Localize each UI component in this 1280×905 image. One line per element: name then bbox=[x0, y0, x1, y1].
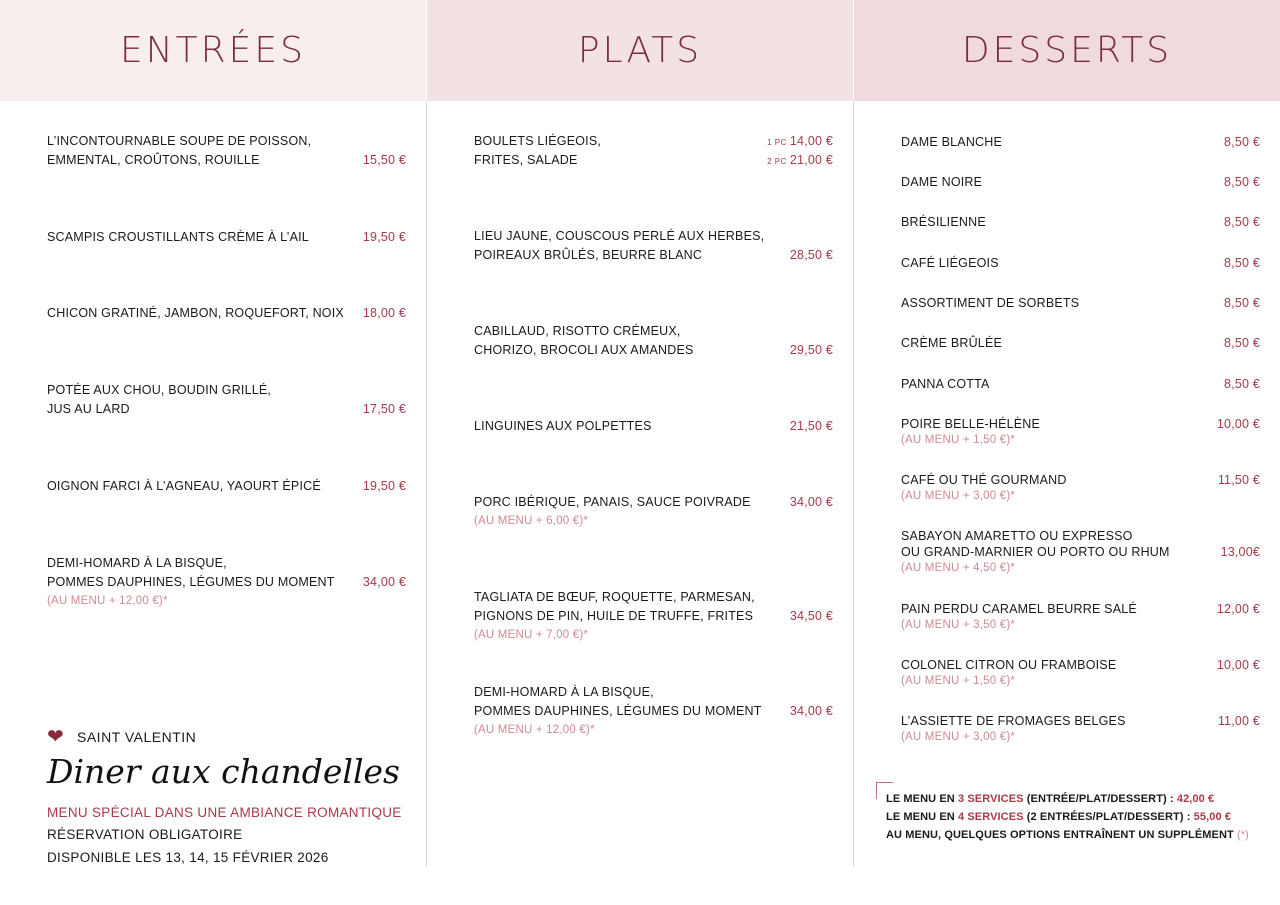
item-price: 34,00 € bbox=[362, 575, 406, 589]
item-price: 8,50 € bbox=[1224, 215, 1260, 229]
plats-header bbox=[427, 0, 853, 101]
item-price: 15,50 € bbox=[362, 153, 406, 167]
item-price: 21,50 € bbox=[789, 419, 833, 433]
menu-item: DEMI-HOMARD À LA BISQUE, POMMES DAUPHINES, LÉGUMES DU MOMENT (AU MENU + 12,00 €)* 34,00 € bbox=[474, 683, 833, 740]
menu-item: ASSORTIMENT DE SORBETS 8,50 € bbox=[901, 296, 1260, 310]
supplement-note: (AU MENU + 3,50 €)* bbox=[901, 619, 1016, 631]
item-price: 10,00 € bbox=[1216, 658, 1260, 672]
desserts-title: DESSERTS bbox=[961, 30, 1173, 71]
menu-item: DEMI-HOMARD À LA BISQUE, POMMES DAUPHINES, LÉGUMES DU MOMENT (AU MENU + 12,00 €)* 34,00 € bbox=[47, 554, 406, 611]
menu-item: DAME NOIRE 8,50 € bbox=[901, 175, 1260, 189]
item-price: 13,00€ bbox=[1220, 545, 1260, 559]
menu-item: SABAYON AMARETTO OU EXPRESSO OU GRAND-MARNIER OU PORTO OU RHUM (AU MENU + 4,50 €)* 13,00€ bbox=[901, 529, 1260, 574]
menu-3-services: LE MENU EN 3 SERVICES (ENTRÉE/PLAT/DESSERT) : 42,00 € bbox=[886, 793, 1215, 805]
menu-item: COLONEL CITRON OU FRAMBOISE (AU MENU + 1,50 €)* 10,00 € bbox=[901, 658, 1260, 687]
supplement-note: (AU MENU + 3,00 €)* bbox=[901, 731, 1016, 743]
item-price: 19,50 € bbox=[362, 230, 406, 244]
item-price: 11,50 € bbox=[1217, 473, 1260, 487]
menu-item: TAGLIATA DE BŒUF, ROQUETTE, PARMESAN, PIGNONS DE PIN, HUILE DE TRUFFE, FRITES (AU MENU + 7,00 €)* 34,50 € bbox=[474, 588, 833, 645]
valentine-line-1: MENU SPÉCIAL DANS UNE AMBIANCE ROMANTIQUE bbox=[47, 805, 402, 820]
menu-item: L’ASSIETTE DE FROMAGES BELGES (AU MENU + 3,00 €)* 11,00 € bbox=[901, 714, 1260, 743]
item-price: 34,50 € bbox=[789, 609, 833, 623]
supplement-note: (AU MENU + 1,50 €)* bbox=[901, 675, 1016, 687]
menu-item: SCAMPIS CROUSTILLANTS CRÈME À L’AIL 19,50 € bbox=[47, 228, 406, 247]
supplement-note: (AU MENU + 7,00 €)* bbox=[474, 629, 589, 641]
item-price: 19,50 € bbox=[362, 479, 406, 493]
desserts-header bbox=[854, 0, 1280, 101]
menu-item: CAFÉ OU THÉ GOURMAND (AU MENU + 3,00 €)* 11,50 € bbox=[901, 473, 1260, 502]
supplement-note: (AU MENU + 1,50 €)* bbox=[901, 434, 1016, 446]
item-price: 17,50 € bbox=[362, 402, 406, 416]
item-price: 8,50 € bbox=[1224, 135, 1260, 149]
supplement-note: (AU MENU + 6,00 €)* bbox=[474, 515, 589, 527]
supplement-note: (AU MENU + 12,00 €)* bbox=[474, 724, 595, 736]
menu-item: OIGNON FARCI À L’AGNEAU, YAOURT ÉPICÉ 19,50 € bbox=[47, 477, 406, 496]
valentine-line-2: RÉSERVATION OBLIGATOIRE bbox=[47, 827, 243, 842]
supplement-note: (AU MENU + 4,50 €)* bbox=[901, 562, 1016, 574]
item-price: 18,00 € bbox=[362, 306, 406, 320]
heart-icon: ❤ bbox=[47, 726, 64, 748]
item-price: 12,00 € bbox=[1216, 602, 1260, 616]
item-price: 29,50 € bbox=[789, 343, 833, 357]
menu-item: BOULETS LIÉGEOIS, FRITES, SALADE 1 PC 14,00 € 2 PC 21,00 € bbox=[474, 132, 833, 170]
valentine-label: SAINT VALENTIN bbox=[77, 729, 197, 745]
menu-item: POTÉE AUX CHOU, BOUDIN GRILLÉ, JUS AU LARD 17,50 € bbox=[47, 381, 406, 419]
menu-item: CHICON GRATINÉ, JAMBON, ROQUEFORT, NOIX 18,00 € bbox=[47, 304, 406, 323]
supplement-note: (AU MENU + 12,00 €)* bbox=[47, 595, 168, 607]
desserts-column bbox=[854, 0, 1280, 905]
menu-4-services: LE MENU EN 4 SERVICES (2 ENTRÉES/PLAT/DESSERT) : 55,00 € bbox=[886, 811, 1232, 823]
menu-item: PAIN PERDU CARAMEL BEURRE SALÉ (AU MENU + 3,50 €)* 12,00 € bbox=[901, 602, 1260, 631]
menu-item: POIRE BELLE-HÉLÈNE (AU MENU + 1,50 €)* 10,00 € bbox=[901, 417, 1260, 446]
item-price: 2 PC 21,00 € bbox=[767, 153, 833, 167]
entrees-column bbox=[0, 0, 426, 905]
item-price: 1 PC 14,00 € bbox=[767, 134, 833, 148]
item-price: 11,00 € bbox=[1217, 714, 1260, 728]
item-price: 8,50 € bbox=[1224, 296, 1260, 310]
valentine-script-title: Diner aux chandelles bbox=[47, 752, 400, 791]
menu-item: CABILLAUD, RISOTTO CRÉMEUX, CHORIZO, BROCOLI AUX AMANDES 29,50 € bbox=[474, 322, 833, 360]
valentine-line-3: DISPONIBLE LES 13, 14, 15 FÉVRIER 2026 bbox=[47, 850, 329, 865]
menu-item: PANNA COTTA 8,50 € bbox=[901, 377, 1260, 391]
item-price: 8,50 € bbox=[1224, 336, 1260, 350]
plats-title: PLATS bbox=[577, 30, 703, 71]
menu-item: DAME BLANCHE 8,50 € bbox=[901, 135, 1260, 149]
item-price: 28,50 € bbox=[789, 248, 833, 262]
menu-item: CAFÉ LIÉGEOIS 8,50 € bbox=[901, 256, 1260, 270]
supplement-note: (AU MENU + 3,00 €)* bbox=[901, 490, 1016, 502]
entrees-title: ENTRÉES bbox=[119, 30, 307, 71]
menu-item: LINGUINES AUX POLPETTES 21,50 € bbox=[474, 417, 833, 436]
item-price: 8,50 € bbox=[1224, 175, 1260, 189]
menu-pricing-info bbox=[886, 790, 1249, 844]
entrees-header bbox=[0, 0, 426, 101]
menu-item: PORC IBÉRIQUE, PANAIS, SAUCE POIVRADE (AU MENU + 6,00 €)* 34,00 € bbox=[474, 493, 833, 531]
item-price: 8,50 € bbox=[1224, 377, 1260, 391]
menu-item: CRÈME BRÛLÉE 8,50 € bbox=[901, 336, 1260, 350]
item-price: 34,00 € bbox=[789, 495, 833, 509]
item-price: 10,00 € bbox=[1216, 417, 1260, 431]
plats-column bbox=[427, 0, 853, 905]
menu-item: L’INCONTOURNABLE SOUPE DE POISSON, EMMENTAL, CROÛTONS, ROUILLE 15,50 € bbox=[47, 132, 406, 170]
menu-item: LIEU JAUNE, COUSCOUS PERLÉ AUX HERBES, POIREAUX BRÛLÉS, BEURRE BLANC 28,50 € bbox=[474, 227, 833, 265]
menu-supplement-note: AU MENU, QUELQUES OPTIONS ENTRAÎNENT UN SUPPLÉMENT (*) bbox=[886, 829, 1249, 841]
menu-item: BRÉSILIENNE 8,50 € bbox=[901, 215, 1260, 229]
item-price: 34,00 € bbox=[789, 704, 833, 718]
item-price: 8,50 € bbox=[1224, 256, 1260, 270]
